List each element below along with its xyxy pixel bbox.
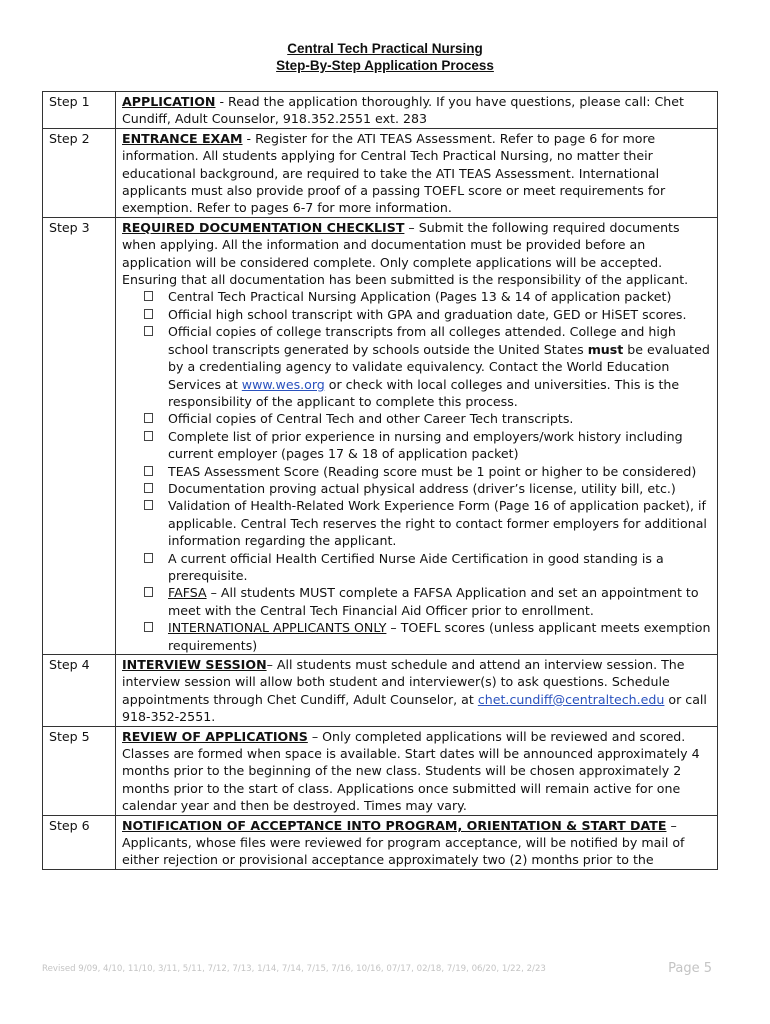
checklist-item — [144, 619, 713, 654]
checklist-item — [144, 550, 713, 585]
step-row — [43, 726, 718, 815]
step-row — [43, 217, 718, 654]
page-number: Page 5 — [668, 961, 712, 976]
step-heading: ENTRANCE EXAM — [122, 130, 243, 146]
checklist-item-text: Documentation proving actual physical address (driver’s license, utility bill, etc.) — [168, 480, 676, 496]
steps-table — [42, 91, 718, 870]
step-body — [116, 92, 718, 129]
checkbox-icon — [144, 326, 153, 336]
document-subtitle: Step-By-Step Application Process — [276, 58, 494, 73]
checklist-item — [144, 288, 713, 305]
checklist-item-text: – TOEFL scores (unless applicant meets exemption requirements) — [168, 620, 711, 653]
step-text: - Register for the ATI TEAS Assessment. Refer to page 6 for more information. All students applying for Central Tech Practical Nursing, no matter their educational background, are required to take the ATI TEAS Assessment. International applicants must also provide proof of a passing TOEFL score or meet requirements for exemption. Refer to pages 6-7 for more information. — [122, 130, 666, 216]
documentation-checklist — [122, 288, 713, 654]
checklist-item-text: Official copies of Central Tech and other Career Tech transcripts. — [168, 411, 574, 427]
step-label: Step 2 — [43, 128, 116, 217]
step-row — [43, 128, 718, 217]
step-body — [116, 815, 718, 869]
checklist-item-text: TEAS Assessment Score (Reading score must be 1 point or higher to be considered) — [168, 463, 697, 479]
emphasis-must: must — [587, 341, 624, 357]
step-label: Step 4 — [43, 655, 116, 727]
checkbox-icon — [144, 291, 153, 301]
checkbox-icon — [144, 553, 153, 563]
checklist-item-text: Validation of Health-Related Work Experience Form (Page 16 of application packet), if applicable. Central Tech reserves the right to contact former employers for additional information regarding the applicant. — [168, 498, 707, 549]
step-heading: NOTIFICATION OF ACCEPTANCE INTO PROGRAM, ORIENTATION & START DATE — [122, 817, 667, 833]
step-heading: REQUIRED DOCUMENTATION CHECKLIST — [122, 219, 405, 235]
checklist-item-text: Official high school transcript with GPA and graduation date, GED or HiSET scores. — [168, 306, 687, 322]
step-text: – Applicants, whose files were reviewed for program acceptance, will be notified by mail of either rejection or provisional acceptance approximately two (2) months prior to the — [122, 817, 685, 868]
step-label: Step 1 — [43, 92, 116, 129]
checklist-item-text: Official copies of college transcripts from all colleges attended. College and high school transcripts generated by schools outside the United States — [168, 324, 676, 357]
step-body — [116, 128, 718, 217]
checkbox-icon — [144, 587, 153, 597]
step-label: Step 3 — [43, 217, 116, 654]
international-label: INTERNATIONAL APPLICANTS ONLY — [168, 620, 387, 636]
checkbox-icon — [144, 431, 153, 441]
checklist-item-text: – All students MUST complete a FAFSA Application and set an appointment to meet with the Central Tech Financial Aid Officer prior to enrollment. — [168, 585, 699, 618]
step-body — [116, 655, 718, 727]
step-row — [43, 655, 718, 727]
step-text: – Submit the following required documents when applying. All the information and documentation must be provided before an application will be considered complete. Only complete applications will be accepted. Ensuring that all documentation has been submitted is the responsibility of the applicant. — [122, 219, 689, 288]
checklist-item — [144, 410, 713, 427]
step-text: or call 918-352-2551. — [122, 691, 707, 725]
checkbox-icon — [144, 466, 153, 476]
title-block — [0, 40, 770, 74]
checklist-item-text: be evaluated by a credentialing agency to validate equivalency. Contact the World Education Services at — [168, 341, 710, 392]
checklist-item — [144, 306, 713, 323]
step-body — [116, 217, 718, 654]
checklist-item-text: A current official Health Certified Nurse Aide Certification in good standing is a prerequisite. — [168, 550, 664, 583]
checkbox-icon — [144, 413, 153, 423]
step-text: – Only completed applications will be reviewed and scored. Classes are formed when space is available. Start dates will be announced approximately 4 months prior to the beginning of the new class. Students will be chosen approximately 2 months prior to the start of class. Applications once submitted will remain active for one calendar year and then be destroyed. Times may vary. — [122, 728, 700, 814]
checklist-item — [144, 428, 713, 463]
step-row — [43, 92, 718, 129]
step-heading: INTERVIEW SESSION — [122, 657, 267, 672]
fafsa-label: FAFSA — [168, 585, 207, 601]
step-text: – All students must schedule and attend an interview session. The interview session will allow both student and interviewer(s) to ask questions. Schedule appointments through Chet Cundiff, Adult Counselor, at — [122, 657, 685, 707]
checklist-item-text: or check with local colleges and universities. This is the responsibility of the applicant to complete this process. — [168, 376, 680, 409]
checkbox-icon — [144, 500, 153, 510]
checklist-item — [144, 497, 713, 549]
step-heading: APPLICATION — [122, 94, 216, 109]
step-label: Step 5 — [43, 726, 116, 815]
checklist-item — [144, 323, 713, 410]
revision-note: Revised 9/09, 4/10, 11/10, 3/11, 5/11, 7/12, 7/13, 1/14, 7/14, 7/15, 7/16, 10/16, 07/17, 02/18, 7/19, 06/20, 1/22, 2/23 — [42, 964, 546, 974]
checkbox-icon — [144, 309, 153, 319]
wes-link[interactable]: www.wes.org — [241, 376, 325, 392]
checklist-item-text: Central Tech Practical Nursing Application (Pages 13 & 14 of application packet) — [168, 289, 672, 305]
step-label: Step 6 — [43, 815, 116, 869]
checklist-item — [144, 463, 713, 480]
checklist-item — [144, 480, 713, 497]
step-heading: REVIEW OF APPLICATIONS — [122, 728, 308, 744]
checklist-item — [144, 584, 713, 619]
step-body — [116, 726, 718, 815]
step-text: - Read the application thoroughly. If you have questions, please call: Chet Cundiff, Adult Counselor, 918.352.2551 ext. 283 — [122, 94, 684, 127]
email-link[interactable]: chet.cundiff@centraltech.edu — [477, 691, 665, 707]
checklist-item-text: Complete list of prior experience in nursing and employers/work history including current employer (pages 17 & 18 of application packet) — [168, 428, 683, 462]
document-title: Central Tech Practical Nursing — [287, 41, 483, 56]
checkbox-icon — [144, 622, 153, 632]
checkbox-icon — [144, 483, 153, 493]
step-row — [43, 815, 718, 869]
